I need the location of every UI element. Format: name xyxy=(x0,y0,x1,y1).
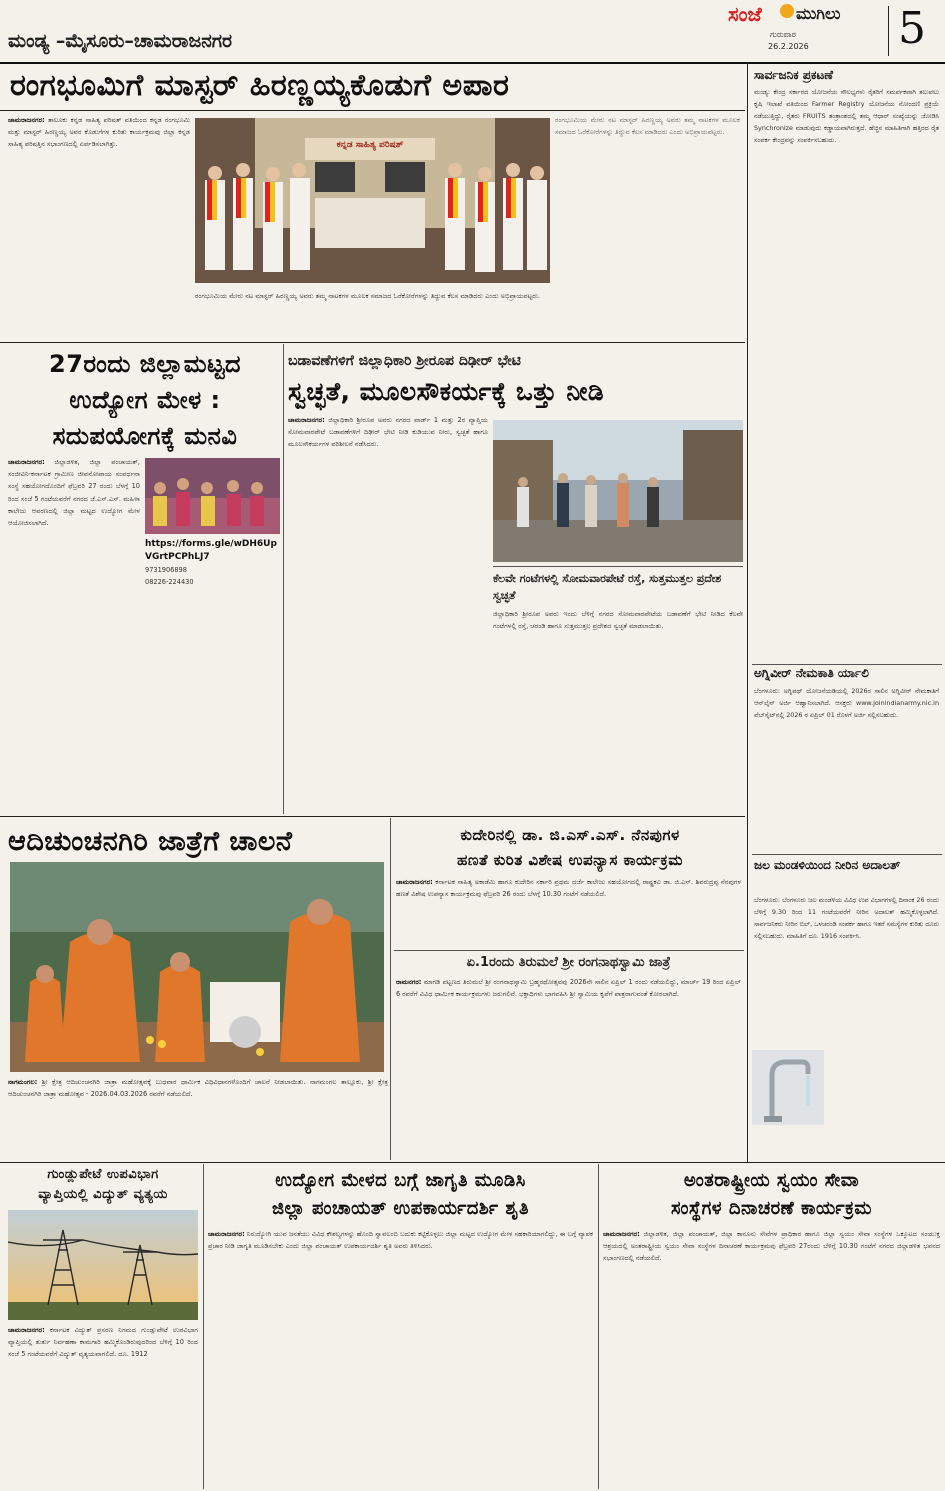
awareness-body-text: ನಿರುದ್ಯೋಗಿ ಯುವ ಜನತೆಯು ವಿವಿಧ ಕೌಶಲ್ಯಗಳನ್ನು ಹೊಂದಿ ಸ್ವಾವಲಂಬಿ ಬದುಕು ಕಟ್ಟಿಕೊಳ್ಳಲು ಜಿಲ್ಲಾ ಮಟ್ಟದ ಉದ್ಯೋಗ ಮೇಳ ಸಹಕಾರಿಯಾಗಲಿದ್ದು, ಈ ಬಗ್ಗೆ ವ್ಯಾಪಕ ಪ್ರಚಾರ ನೀಡಿ ಜಾಗೃತಿ ಮೂಡಿಸಬೇಕು ಎಂದು ಜಿಲ್ಲಾ ಪಂಚಾಯತ್ ಉಪಕಾರ್ಯದರ್ಶಿ ಶೃತಿ ಅವರು ತಿಳಿಸಿದರು. xyxy=(208,1230,593,1251)
jobfair-photo xyxy=(145,458,280,534)
volunteer-dateline: ಚಾಮರಾಜನಗರ: xyxy=(603,1230,640,1238)
volunteer-headline-1: ಅಂತರಾಷ್ಟ್ರೀಯ ಸ್ವಯಂ ಸೇವಾ xyxy=(683,1170,860,1191)
sidebar-notice-body: ಮಂಡ್ಯ: ಕೇಂದ್ರ ಸರ್ಕಾರದ ಯೋಜನೆಯ ಸೌಲಭ್ಯಗಳು ರೈತರಿಗೆ ಸಮರ್ಪಕವಾಗಿ ತಲುಪಲು ಕೃಷಿ ಇಲಾಖೆ ವತಿಯಿಂದ Farmer Registry ಯೋಜನೆಯ ನೋಂದಣಿ ಪ್ರಕ್ರಿಯೆ ನಡೆಯುತ್ತಿದ್ದು, ರೈತರು FRUITS ತಂತ್ರಾಂಶದಲ್ಲಿ ತಮ್ಮ ಆಧಾರ್ ಸಂಖ್ಯೆಯನ್ನು ಜೋಡಿಸಿ Synchronize ಮಾಡುವುದು ಕಡ್ಡಾಯವಾಗಿರುತ್ತದೆ. ಹೆಚ್ಚಿನ ಮಾಹಿತಿಗಾಗಿ ಹತ್ತಿರದ ರೈತ ಸಂಪರ್ಕ ಕೇಂದ್ರವನ್ನು ಸಂಪರ್ಕಿಸಬಹುದು. xyxy=(754,88,939,144)
page-header xyxy=(0,0,945,62)
lead-photo-banner: ಕನ್ನಡ ಸಾಹಿತ್ಯ ಪರಿಷತ್ xyxy=(336,140,404,150)
sidebar-agniveer-body: ಬೆಂಗಳೂರು: ಅಗ್ನಿಪಥ್ ಯೋಜನೆಯಡಿಯಲ್ಲಿ 2026ರ ಸಾಲಿನ ಅಗ್ನಿವೀರ್ ನೇಮಕಾತಿಗೆ ಆನ್‌ಲೈನ್ ಅರ್ಜಿ ಆಹ್ವಾನಿಸಲಾಗಿದೆ. ಆಸಕ್ತರು www.joinindianarmy.nic.in ವೆಬ್‌ಸೈಟ್‌ನಲ್ಲಿ 2026 ರ ಏಪ್ರಿಲ್ 01 ರೊಳಗೆ ಅರ್ಜಿ ಸಲ್ಲಿಸಬಹುದು. xyxy=(754,687,939,719)
masthead-mugilu: ಮುಗಿಲು xyxy=(796,4,841,23)
temple-headline: ಏ.1ರಂದು ತಿರುಮಲೆ ಶ್ರೀ ರಂಗನಾಥಸ್ವಾಮಿ ಜಾತ್ರೆ xyxy=(466,955,671,970)
dcvisit-body-text: ಜಿಲ್ಲಾಧಿಕಾರಿ ಶ್ರೀರೂಪ ಅವರು ನಗರದ ವಾರ್ಡ್ 1 ಮತ್ತು 2ರ ವ್ಯಾಪ್ತಿಯ ಸೋಮವಾರಪೇಟೆ ಬಡಾವಣೆಗಳಿಗೆ ದಿಢೀರ್ ಭೇಟಿ ನೀಡಿ ಕುಡಿಯುವ ನೀರು, ಸ್ವಚ್ಛತೆ ಹಾಗೂ ಮೂಲಸೌಕರ್ಯಗಳ ಪರಿಶೀಲನೆ ನಡೆಸಿದರು. xyxy=(288,416,488,449)
jobfair-phone2: 08226-224430 xyxy=(145,578,194,587)
volunteer-body xyxy=(603,1228,940,1486)
water-tap-photo xyxy=(752,1050,824,1125)
dcvisit-headline: ಸ್ವಚ್ಛತೆ, ಮೂಲಸೌಕರ್ಯಕ್ಕೆ ಒತ್ತು ನೀಡಿ xyxy=(288,377,605,406)
jobfair-body-col2 xyxy=(145,538,280,808)
electricity-body xyxy=(8,1324,198,1486)
awareness-dateline: ಚಾಮರಾಜನಗರ: xyxy=(208,1230,245,1238)
jobfair-body-col1 xyxy=(8,456,140,811)
lead-intro: ತಾಲೂಕು ಕನ್ನಡ ಸಾಹಿತ್ಯ ಪರಿಷತ್ ವತಿಯಿಂದ ಕನ್ನಡ ರಂಗಭೂಮಿ ಮತ್ತು ಮಾಸ್ಟರ್ ಹಿರಣ್ಣಯ್ಯ ಅವರ ಕೊಡುಗೆಗಳ ಕುರಿತು ಕಾರ್ಯಕ್ರಮವು ಜಿಲ್ಲಾ ಕನ್ನಡ ಸಾಹಿತ್ಯ ಪರಿಷತ್ತಿನ ಸಭಾಂಗಣದಲ್ಲಿ ಏರ್ಪಡಿಸಲಾಗಿತ್ತು. xyxy=(8,116,190,149)
jobfair-form-link[interactable]: https://forms.gle/wDH6UpVGrtPCPhLJ7 xyxy=(145,539,277,562)
lead-body-col2 xyxy=(195,290,550,322)
volunteer-headline-2: ಸಂಸ್ಥೆಗಳ ದಿನಾಚರಣೆ ಕಾರ್ಯಕ್ರಮ xyxy=(670,1198,873,1219)
jatre-dateline: ನಾಗಮಂಗಲ: xyxy=(8,1078,38,1086)
awareness-headline-2: ಜಿಲ್ಲಾ ಪಂಚಾಯತ್ ಉಪಕಾರ್ಯದರ್ಶಿ ಶೃತಿ xyxy=(271,1198,530,1219)
region-title: ಮಂಡ್ಯ –ಮೈಸೂರು–ಚಾಮರಾಜನಗರ xyxy=(8,30,233,52)
lecture-body xyxy=(396,876,741,948)
lecture-body-text: ಕರ್ನಾಟಕ ಸಾಹಿತ್ಯ ಅಕಾಡೆಮಿ ಹಾಗೂ ಕುದೇರಿನ ಸರ್ಕಾರಿ ಪ್ರಥಮ ದರ್ಜೆ ಕಾಲೇಜು ಸಹಯೋಗದಲ್ಲಿ ರಾಷ್ಟ್ರಕವಿ ಡಾ. ಜಿ.ಎಸ್. ಶಿವರುದ್ರಪ್ಪ ನೆನಪುಗಳ ಹಣತೆ ವಿಶೇಷ ಉಪನ್ಯಾಸ ಕಾರ್ಯಕ್ರಮವು ಫೆಬ್ರವರಿ 26 ರಂದು ಬೆಳಗ್ಗೆ 10.30 ಗಂಟೆಗೆ ನಡೆಯಲಿದೆ. xyxy=(396,878,741,899)
lead-continued-col3: ರಂಗಭೂಮಿಯ ಮೇರು ನಟ ಮಾಸ್ಟರ್ ಹಿರಣ್ಣಯ್ಯ ಅವರು ತಮ್ಮ ನಾಟಕಗಳ ಮೂಲಕ ಸಮಾಜದ ಓರೆಕೋರೆಗಳನ್ನು ತಿದ್ದುವ ಕೆಲಸ ಮಾಡಿದರು ಎಂದು ಅಭಿಪ್ರಾಯಪಟ್ಟರು. xyxy=(555,116,740,137)
dcvisit-kicker: ಬಡಾವಣೆಗಳಿಗೆ ಜಿಲ್ಲಾಧಿಕಾರಿ ಶ್ರೀರೂಪ ದಿಢೀರ್ ಭೇಟಿ xyxy=(288,353,521,369)
lecture-dateline: ಚಾಮರಾಜನಗರ: xyxy=(396,878,433,886)
issue-day: ಗುರುವಾರ xyxy=(770,30,796,39)
electricity-phone: ದೂ. 1912 xyxy=(118,1350,148,1359)
sidebar-water-body: ಬೆಂಗಳೂರು: ಬೆಂಗಳೂರು ಜಲ ಮಂಡಳಿಯ ವಿವಿಧ ಉಪ ವಿಭಾಗಗಳಲ್ಲಿ ದಿನಾಂಕ 26 ರಂದು ಬೆಳಿಗ್ಗೆ 9.30 ರಿಂದ 11 ಗಂಟೆಯವರೆಗೆ ನೀರಿನ ಅದಾಲತ್ ಹಮ್ಮಿಕೊಳ್ಳಲಾಗಿದೆ. ಸಾರ್ವಜನಿಕರು ನೀರಿನ ಬಿಲ್, ಒಳಚರಂಡಿ ಸಂಪರ್ಕ ಹಾಗೂ ಇತರೆ ಸಮಸ್ಯೆಗಳ ಕುರಿತು ದೂರು ಸಲ್ಲಿಸಬಹುದು. ಮಾಹಿತಿಗೆ ದೂ. 1916 ಸಂಪರ್ಕಿಸಿ. xyxy=(754,896,939,940)
sun-icon xyxy=(780,4,794,18)
lead-continued: ರಂಗಭೂಮಿಯ ಮೇರು ನಟ ಮಾಸ್ಟರ್ ಹಿರಣ್ಣಯ್ಯ ಅವರು ತಮ್ಮ ನಾಟಕಗಳ ಮೂಲಕ ಸಮಾಜದ ಓರೆಕೋರೆಗಳನ್ನು ತಿದ್ದುವ ಕೆಲಸ ಮಾಡಿದರು ಎಂದು ಅಭಿಪ್ರಾಯಪಟ್ಟರು. xyxy=(195,292,541,300)
electricity-headline-1: ಗುಂಡ್ಲುಪೇಟೆ ಉಪವಿಭಾಗ xyxy=(47,1167,159,1182)
jobfair-body: ಜಿಲ್ಲಾಡಳಿತ, ಜಿಲ್ಲಾ ಪಂಚಾಯತ್, ಸಂಜೀವಿನಿ-ಕರ್ನಾಟಕ ಗ್ರಾಮೀಣ ಜೀವನೋಪಾಯ ಸಂವರ್ಧನಾ ಸಂಸ್ಥೆ ಸಹಯೋಗದೊಂದಿಗೆ ಫೆಬ್ರವರಿ 27 ರಂದು ಬೆಳಗ್ಗೆ 10 ರಿಂದ ಸಂಜೆ 5 ಗಂಟೆಯವರೆಗೆ ನಗರದ ಜೆ.ಎಸ್.ಎಸ್. ಮಹಿಳಾ ಕಾಲೇಜು ಆವರಣದಲ್ಲಿ ಜಿಲ್ಲಾ ಮಟ್ಟದ ಉದ್ಯೋಗ ಮೇಳ ಆಯೋಜಿಸಲಾಗಿದೆ. xyxy=(8,458,140,528)
jatre-headline: ಆದಿಚುಂಚನಗಿರಿ ಜಾತ್ರೆಗೆ ಚಾಲನೆ xyxy=(8,826,293,857)
awareness-headline-1: ಉದ್ಯೋಗ ಮೇಳದ ಬಗ್ಗೆ ಜಾಗೃತಿ ಮೂಡಿಸಿ xyxy=(275,1170,526,1191)
lead-photo xyxy=(195,118,550,283)
awareness-body xyxy=(208,1228,593,1486)
lecture-headline-1: ಕುದೇರಿನಲ್ಲಿ ಡಾ. ಜಿ.ಎಸ್.ಎಸ್. ನೆನಪುಗಳ xyxy=(460,826,680,844)
jobfair-dateline: ಚಾಮರಾಜನಗರ: xyxy=(8,458,45,466)
dcvisit-photo xyxy=(493,420,743,562)
sidebar-water-title: ಜಲ ಮಂಡಳಿಯಿಂದ ನೀರಿನ ಅದಾಲತ್ xyxy=(754,858,901,872)
lead-dateline: ಚಾಮರಾಜನಗರ: xyxy=(8,116,45,124)
masthead-sanje: ಸಂಜೆ xyxy=(728,2,762,26)
jatre-photo xyxy=(10,862,384,1072)
dcvisit-dateline: ಚಾಮರಾಜನಗರ: xyxy=(288,416,325,424)
temple-dateline: ರಾಮನಗರ: xyxy=(396,978,422,986)
electricity-headline-2: ವ್ಯಾಪ್ತಿಯಲ್ಲಿ ವಿದ್ಯುತ್ ವ್ಯತ್ಯಯ xyxy=(38,1187,168,1202)
sidebar-notice-title: ಸಾರ್ವಜನಿಕ ಪ್ರಕಟಣೆ xyxy=(754,68,834,82)
lead-body-col1 xyxy=(8,114,190,319)
issue-date: 26.2.2026 xyxy=(768,42,809,51)
temple-body xyxy=(396,976,741,1156)
lead-headline: ರಂಗಭೂಮಿಗೆ ಮಾಸ್ಟರ್ ಹಿರಣ್ಣಯ್ಯಕೊಡುಗೆ ಅಪಾರ xyxy=(10,68,510,103)
jatre-body-text: ಶ್ರೀ ಕ್ಷೇತ್ರ ಆದಿಚುಂಚನಗಿರಿ ಜಾತ್ರಾ ಮಹೋತ್ಸವಕ್ಕೆ ಬುಧವಾರ ಧಾರ್ಮಿಕ ವಿಧಿವಿಧಾನಗಳೊಂದಿಗೆ ಚಾಲನೆ ನೀಡಲಾಯಿತು. ನಾಗಮಂಗಲ ತಾಲ್ಲೂಕು, ಶ್ರೀ ಕ್ಷೇತ್ರ ಆದಿಚುಂಚನಗಿರಿ ಜಾತ್ರಾ ಮಹೋತ್ಸವ - 2026.04.03.2026 ರವರೆಗೆ ನಡೆಯಲಿದೆ. xyxy=(8,1078,388,1099)
dcvisit-subbody: ಜಿಲ್ಲಾಧಿಕಾರಿ ಶ್ರೀರೂಪ ಅವರು ಇಂದು ಬೆಳಿಗ್ಗೆ ನಗರದ ಸೋಮವಾರಪೇಟೆಯ ಬಡಾವಣೆಗೆ ಭೇಟಿ ನೀಡಿದ ಕೆಲವೇ ಗಂಟೆಗಳಲ್ಲಿ ರಸ್ತೆ, ಚರಂಡಿ ಹಾಗೂ ಸುತ್ತಮುತ್ತಲ ಪ್ರದೇಶದ ಸ್ವಚ್ಛತೆ ಮಾಡಲಾಯಿತು. xyxy=(493,610,743,631)
jobfair-headline-3: ಸದುಪಯೋಗಕ್ಕೆ ಮನವಿ xyxy=(52,422,238,450)
sidebar-agniveer-title: ಅಗ್ನಿವೀರ್ ನೇಮಕಾತಿ ರ್ಯಾಲಿ xyxy=(754,666,869,680)
masthead xyxy=(728,2,898,32)
jobfair-headline-2: ಉದ್ಯೋಗ ಮೇಳ : xyxy=(69,386,221,414)
electricity-dateline: ಚಾಮರಾಜನಗರ: xyxy=(8,1326,45,1334)
page-number: 5 xyxy=(898,3,926,54)
lecture-headline-2: ಹಣತೆ ಕುರಿತ ವಿಶೇಷ ಉಪನ್ಯಾಸ ಕಾರ್ಯಕ್ರಮ xyxy=(456,851,684,869)
volunteer-body-text: ಜಿಲ್ಲಾಡಳಿತ, ಜಿಲ್ಲಾ ಪಂಚಾಯತ್, ಜಿಲ್ಲಾ ಕಾನೂನು ಸೇವೆಗಳ ಪ್ರಾಧಿಕಾರ ಹಾಗೂ ಜಿಲ್ಲಾ ಸ್ವಯಂ ಸೇವಾ ಸಂಸ್ಥೆಗಳ ಒಕ್ಕೂಟದ ಸಂಯುಕ್ತ ಆಶ್ರಯದಲ್ಲಿ ಅಂತರಾಷ್ಟ್ರೀಯ ಸ್ವಯಂ ಸೇವಾ ಸಂಸ್ಥೆಗಳ ದಿನಾಚರಣೆ ಕಾರ್ಯಕ್ರಮವು ಫೆಬ್ರವರಿ 27ರಂದು ಬೆಳಿಗ್ಗೆ 10.30 ಗಂಟೆಗೆ ನಗರದ ಜಿಲ್ಲಾಡಳಿತ ಭವನದ ಸಭಾಂಗಣದಲ್ಲಿ ನಡೆಯಲಿದೆ. xyxy=(603,1230,940,1263)
temple-body-text: ಮಾಗಡಿ ಪಟ್ಟಣದ ತಿರುಮಲೆ ಶ್ರೀ ರಂಗನಾಥಸ್ವಾಮಿ ಬ್ರಹ್ಮರಥೋತ್ಸವವು 2026ನೇ ಸಾಲಿನ ಏಪ್ರಿಲ್ 1 ರಂದು ನಡೆಯಲಿದ್ದು, ಮಾರ್ಚ್ 19 ರಿಂದ ಏಪ್ರಿಲ್ 6 ರವರೆಗೆ ವಿವಿಧ ಧಾರ್ಮಿಕ ಕಾರ್ಯಕ್ರಮಗಳು ಜರುಗಲಿವೆ. ಭಕ್ತಾದಿಗಳು ಭಾಗವಹಿಸಿ ಶ್ರೀ ಸ್ವಾಮಿಯ ಕೃಪೆಗೆ ಪಾತ್ರರಾಗುವಂತೆ ಕೋರಲಾಗಿದೆ. xyxy=(396,978,741,999)
electricity-body-text: ಕರ್ನಾಟಕ ವಿದ್ಯುತ್ ಪ್ರಸರಣ ನಿಗಮದ ಗುಂಡ್ಲುಪೇಟೆ ಉಪವಿಭಾಗ ವ್ಯಾಪ್ತಿಯಲ್ಲಿ ತುರ್ತು ನಿರ್ವಹಣಾ ಕಾಮಗಾರಿ ಹಮ್ಮಿಕೊಂಡಿರುವುದರಿಂದ ಬೆಳಿಗ್ಗೆ 10 ರಿಂದ ಸಂಜೆ 5 ಗಂಟೆಯವರೆಗೆ ವಿದ್ಯುತ್ ವ್ಯತ್ಯಯವಾಗಲಿದೆ. xyxy=(8,1326,198,1359)
jatre-body xyxy=(8,1076,388,1156)
dcvisit-subhead: ಕೆಲವೇ ಗಂಟೆಗಳಲ್ಲಿ ಸೋಮವಾರಪೇಟೆ ರಸ್ತೆ, ಸುತ್ತಮುತ್ತಲ ಪ್ರದೇಶ ಸ್ವಚ್ಛತೆ xyxy=(493,572,722,602)
lead-body-col3 xyxy=(555,114,740,319)
dcvisit-body xyxy=(288,414,488,812)
powerline-photo xyxy=(8,1210,198,1320)
jobfair-phone: 9731906898 xyxy=(145,566,187,574)
jobfair-headline-1: 27ರಂದು ಜಿಲ್ಲಾಮಟ್ಟದ xyxy=(49,350,241,378)
